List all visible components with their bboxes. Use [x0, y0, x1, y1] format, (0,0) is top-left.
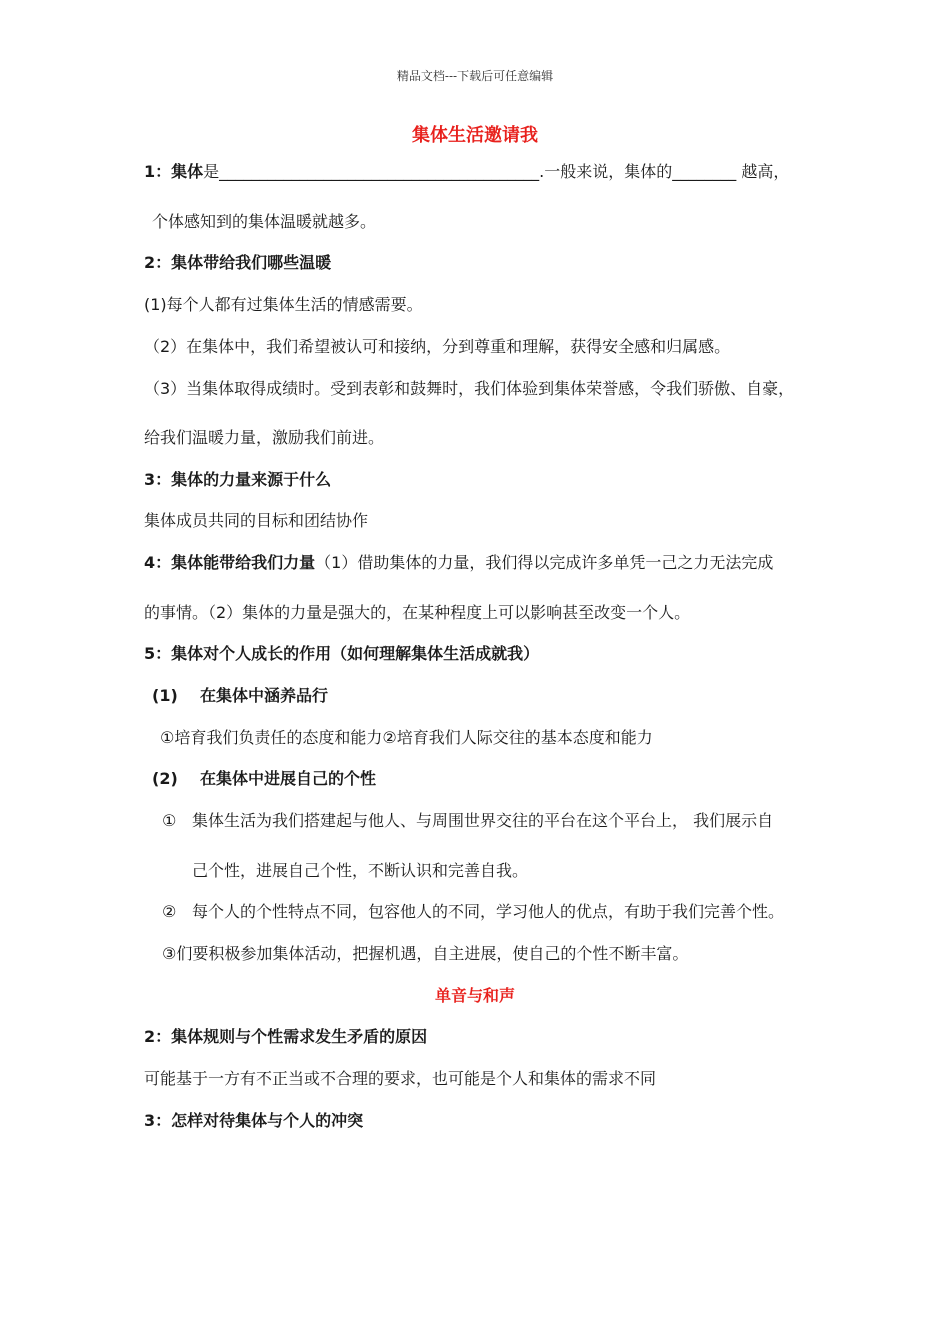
q5-item-1-number: ①: [162, 811, 177, 830]
q1-label: 1：集体: [144, 162, 204, 181]
q5-item-1a: [162, 811, 773, 831]
q5-sub-1-body: ①培育我们负责任的态度和能力②培育我们人际交往的基本态度和能力: [160, 728, 653, 747]
section-2-title: 单音与和声: [434, 986, 515, 1005]
q2-point-3a: （3）当集体取得成绩时。受到表彰和鼓舞时，我们体验到集体荣誉感，令我们骄傲、自豪，: [144, 379, 795, 398]
q2-point-2: （2）在集体中，我们希望被认可和接纳，分到尊重和理解，获得安全感和归属感。: [144, 337, 731, 356]
q3-answer: 集体成员共同的目标和团结协作: [144, 511, 369, 530]
q5-sub-1-number: (1): [152, 686, 178, 705]
q1-text-a: 是________________________________________.一般来说，集体的________ 越高，: [203, 162, 790, 181]
q2-point-1: (1)每个人都有过集体生活的情感需要。: [144, 295, 423, 314]
q5-item-2-text: 每个人的个性特点不同，包容他人的不同，学习他人的优点，有助于我们完善个性。: [192, 902, 785, 921]
q5-sub-1: [152, 686, 328, 706]
q5-sub-2-number: (2): [152, 769, 178, 788]
r2-answer: 可能基于一方有不正当或不合理的要求，也可能是个人和集体的需求不同: [144, 1069, 657, 1088]
q3-heading: 3：集体的力量来源于什么: [144, 470, 332, 489]
q5-item-2-number: ②: [162, 902, 177, 921]
q1-line-b: 个体感知到的集体温暖就越多。: [152, 212, 377, 231]
q5-item-1-text-a: 集体生活为我们搭建起与他人、与周围世界交往的平台在这个平台上， 我们展示自: [192, 811, 774, 830]
q5-sub-2: [152, 769, 376, 789]
r3-heading: 3：怎样对待集体与个人的冲突: [144, 1111, 364, 1130]
page-header: 精品文档---下载后可任意编辑: [396, 69, 554, 83]
q5-item-1b: 己个性，进展自己个性，不断认识和完善自我。: [192, 861, 529, 880]
q2-point-3b: 给我们温暖力量，激励我们前进。: [144, 428, 385, 447]
q4-label: 4：集体能带给我们力量: [144, 553, 316, 572]
q4-line-b: 的事情。（2）集体的力量是强大的，在某种程度上可以影响甚至改变一个人。: [144, 603, 691, 622]
q2-heading: 2：集体带给我们哪些温暖: [144, 253, 332, 272]
q5-sub-1-title: 在集体中涵养品行: [200, 686, 329, 705]
q5-item-2: [162, 902, 784, 922]
q4-text-a: （1）借助集体的力量，我们得以完成许多单凭一己之力无法完成: [315, 553, 774, 572]
q1-line-a: [144, 162, 789, 182]
q5-item-3: ③们要积极参加集体活动，把握机遇，自主进展，使自己的个性不断丰富。: [162, 944, 689, 963]
q4-line-a: [144, 553, 773, 573]
document-title: 集体生活邀请我: [412, 125, 538, 146]
r2-heading: 2：集体规则与个性需求发生矛盾的原因: [144, 1027, 428, 1046]
q5-heading: 5：集体对个人成长的作用（如何理解集体生活成就我）: [144, 644, 540, 663]
q5-sub-2-title: 在集体中进展自己的个性: [200, 769, 377, 788]
